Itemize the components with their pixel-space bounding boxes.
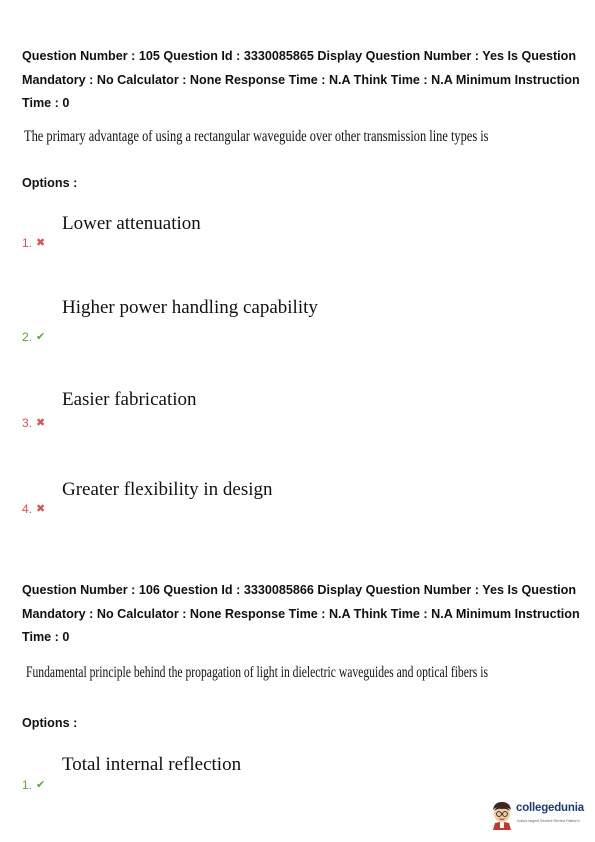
option-text: Greater flexibility in design [62, 479, 273, 500]
check-icon: ✔ [36, 330, 46, 343]
option-text: Higher power handling capability [62, 297, 318, 318]
options-label: Options : [22, 176, 78, 190]
option-text: Total internal reflection [62, 754, 242, 775]
option-number-label: 2. [22, 330, 33, 344]
option-number-label: 3. [22, 416, 33, 430]
meta-line: Question Number : 106 Question Id : 3330085866 Display Question Number : Yes Is Question [22, 583, 577, 597]
option-number [22, 236, 45, 250]
question-105-stem: The primary advantage of using a rectangular waveguide over other transmission line types is [24, 128, 489, 145]
cross-icon: ✖ [36, 502, 46, 515]
collegedunia-logo [489, 800, 589, 832]
option-number-label: 1. [22, 236, 33, 250]
cross-icon: ✖ [36, 236, 46, 249]
option-number-label: 4. [22, 502, 33, 516]
question-105-meta [22, 45, 582, 116]
question-106-meta [22, 579, 582, 650]
option-text: Easier fabrication [62, 389, 197, 410]
option-number [22, 502, 45, 516]
option-number-label: 1. [22, 778, 33, 792]
check-icon: ✔ [36, 778, 46, 791]
brand-tagline: India's largest Student Review Platform [517, 819, 580, 823]
option-number [22, 778, 45, 792]
meta-line: Question Number : 105 Question Id : 3330085865 Display Question Number : Yes Is Question [22, 49, 577, 63]
options-label: Options : [22, 716, 78, 730]
option-text: Lower attenuation [62, 213, 201, 234]
meta-line: Mandatory : No Calculator : None Response Time : N.A Think Time : N.A Minimum Instruction [22, 606, 580, 621]
question-106-stem: Fundamental principle behind the propagation of light in dielectric waveguides and optical fibers is [26, 664, 488, 681]
brand-name: collegedunia [516, 802, 584, 814]
option-number [22, 330, 45, 344]
student-mascot-icon [489, 800, 515, 830]
meta-line: Mandatory : No Calculator : None Response Time : N.A Think Time : N.A Minimum Instruction [22, 72, 580, 87]
cross-icon: ✖ [36, 416, 46, 429]
option-number [22, 416, 45, 430]
meta-line: Time : 0 [22, 96, 70, 110]
meta-line: Time : 0 [22, 630, 70, 644]
